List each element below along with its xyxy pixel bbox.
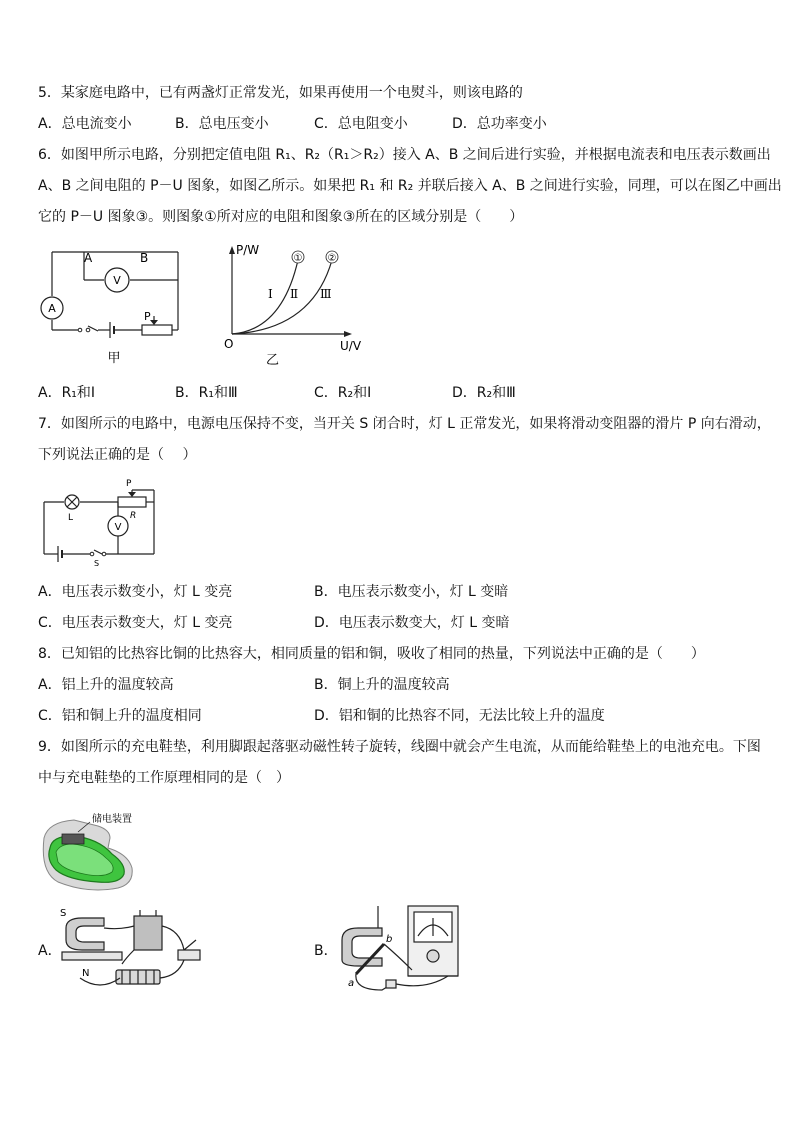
region-3-label: Ⅲ — [320, 287, 332, 301]
y-axis-label: P/W — [236, 243, 260, 257]
slider-arrow-icon — [150, 320, 158, 325]
q9-figure-shoe-insole — [38, 808, 140, 896]
q6-option-b[interactable]: B．R₁和Ⅲ — [175, 385, 238, 401]
q8-option-c[interactable]: C．铝和铜上升的温度相同 — [38, 708, 202, 724]
curve-1-label: ① — [293, 253, 303, 264]
q6-option-a[interactable]: A．R₁和Ⅰ — [38, 385, 96, 401]
q5-option-b[interactable]: B．总电压变小 — [175, 116, 269, 132]
q9-option-a[interactable]: A． — [38, 943, 62, 959]
slider-label: P — [126, 479, 132, 489]
rod-end-b-label: b — [386, 934, 393, 945]
pole-n-label: N — [82, 968, 90, 979]
q7-stem-line2: 下列说法正确的是（ ） — [38, 447, 197, 463]
q7-option-c[interactable]: C．电压表示数变大，灯 L 变亮 — [38, 615, 233, 631]
q9-stem-line1: 9．如图所示的充电鞋垫，利用脚跟起落驱动磁性转子旋转，线圈中就会产生电流，从而能给鞋垫上的电池充电。下图 — [38, 739, 761, 755]
region-1-label: Ⅰ — [268, 287, 273, 301]
q5-stem: 5．某家庭电路中，已有两盏灯正常发光，如果再使用一个电熨斗，则该电路的 — [38, 85, 523, 101]
q7-option-b[interactable]: B．电压表示数变小，灯 L 变暗 — [314, 584, 509, 600]
y-axis-arrow-icon — [229, 246, 235, 254]
voltmeter-label: V — [114, 522, 122, 533]
switch-label: S — [94, 559, 100, 566]
q8-option-b[interactable]: B．铜上升的温度较高 — [314, 677, 450, 693]
rod-end-a-label: a — [348, 978, 355, 989]
x-axis-label: U/V — [340, 339, 362, 353]
q6-option-d[interactable]: D．R₂和Ⅲ — [452, 385, 516, 401]
label-b: B — [140, 251, 149, 265]
lamp-label: L — [68, 513, 74, 523]
region-2-label: Ⅱ — [290, 287, 299, 301]
q9-stem-line2: 中与充电鞋垫的工作原理相同的是（ ） — [38, 770, 290, 786]
q7-stem-line1: 7．如图所示的电路中，电源电压保持不变，当开关 S 闭合时，灯 L 正常发光，如果将滑动变阻器的滑片 P 向右滑动， — [38, 416, 771, 432]
q5-option-d[interactable]: D．总功率变小 — [452, 116, 547, 132]
ammeter-label: A — [48, 302, 56, 315]
q8-option-d[interactable]: D．铝和铜的比热容不同，无法比较上升的温度 — [314, 708, 605, 724]
voltmeter-label: V — [113, 274, 121, 287]
curve-2-label: ② — [327, 253, 337, 264]
figure-caption-jia: 甲 — [107, 351, 121, 366]
q6-option-c[interactable]: C．R₂和Ⅰ — [314, 385, 372, 401]
q6-stem-line1: 6．如图甲所示电路，分别把定值电阻 R₁、R₂（R₁＞R₂）接入 A、B 之间后进行实验，并根据电流表和电压表示数画出 — [38, 147, 771, 163]
q6-figure-yi — [220, 240, 375, 368]
q5-option-a[interactable]: A．总电流变小 — [38, 116, 132, 132]
q5-option-c[interactable]: C．总电阻变小 — [314, 116, 408, 132]
label-a: A — [84, 251, 93, 265]
pole-s-label: S — [60, 908, 67, 919]
x-axis-arrow-icon — [344, 331, 352, 337]
q6-figure-jia — [36, 244, 186, 366]
q7-figure-circuit — [36, 476, 160, 566]
q9-option-b[interactable]: B． — [314, 943, 338, 959]
storage-device-label: 储电装置 — [92, 814, 132, 825]
q8-option-a[interactable]: A．铝上升的温度较高 — [38, 677, 174, 693]
q8-stem: 8．已知铝的比热容比铜的比热容大，相同质量的铝和铜，吸收了相同的热量，下列说法中正确的是（ ） — [38, 646, 705, 662]
figure-caption-yi: 乙 — [266, 353, 280, 368]
q9-option-a-figure[interactable] — [60, 906, 210, 998]
origin-label: O — [224, 337, 234, 351]
q6-stem-line3: 它的 P－U 图象③。则图象①所对应的电阻和图象③所在的区域分别是（ ） — [38, 209, 524, 225]
q7-option-a[interactable]: A．电压表示数变小，灯 L 变亮 — [38, 584, 233, 600]
q9-option-b-figure[interactable] — [336, 900, 462, 1000]
q6-stem-line2: A、B 之间电阻的 P－U 图象，如图乙所示。如果把 R₁ 和 R₂ 并联后接入 A、B 之间进行实验，同理，可以在图乙中画出 — [38, 178, 782, 194]
slider-arrow-icon — [128, 492, 136, 497]
slider-label: P — [144, 310, 151, 323]
q7-option-d[interactable]: D．电压表示数变大，灯 L 变暗 — [314, 615, 510, 631]
storage-device-icon — [62, 834, 84, 844]
rheostat-label: R — [130, 511, 137, 521]
